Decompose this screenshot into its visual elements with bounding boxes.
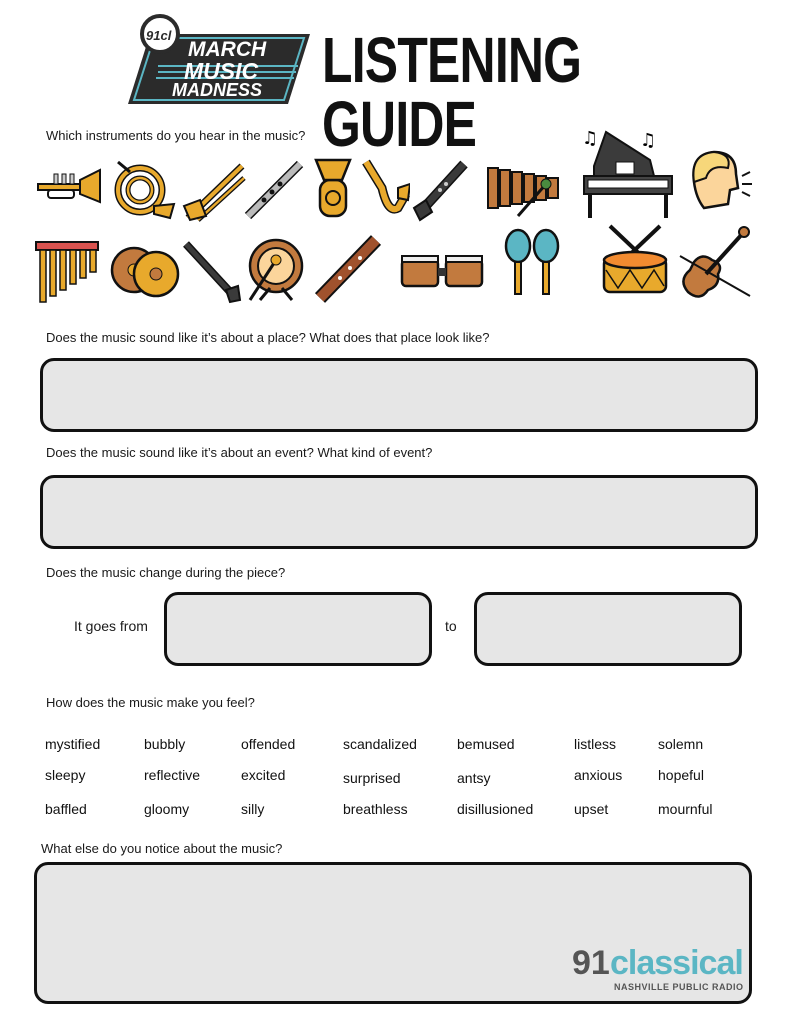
french-horn-icon[interactable] — [110, 156, 176, 220]
place-question: Does the music sound like it’s about a place? What does that place look like? — [46, 330, 490, 345]
feel-word[interactable]: upset — [574, 801, 609, 817]
feel-word[interactable]: silly — [241, 801, 265, 817]
feel-word[interactable]: gloomy — [144, 801, 190, 817]
feel-word[interactable]: hopeful — [658, 767, 704, 783]
logo-tagline: NASHVILLE PUBLIC RADIO — [614, 982, 744, 992]
feel-question: How does the music make you feel? — [46, 695, 255, 710]
feel-word[interactable]: scandalized — [343, 736, 417, 752]
tuba-icon[interactable] — [310, 158, 356, 220]
to-label: to — [445, 618, 457, 634]
feel-word[interactable]: mournful — [658, 801, 713, 817]
91classical-logo — [572, 946, 744, 996]
feel-word[interactable]: antsy — [457, 770, 491, 786]
feel-word[interactable]: excited — [241, 767, 286, 783]
piano-icon[interactable] — [580, 126, 676, 222]
change-from-box[interactable] — [164, 592, 432, 666]
feel-word[interactable]: offended — [241, 736, 296, 752]
svg-text:♫: ♫ — [640, 130, 657, 151]
feel-word[interactable]: breathless — [343, 801, 408, 817]
logo-number: 91 — [572, 944, 610, 982]
goes-from-label: It goes from — [74, 618, 148, 634]
oboe-icon[interactable] — [182, 240, 242, 304]
maracas-icon[interactable] — [500, 226, 564, 298]
cymbals-icon[interactable] — [110, 242, 180, 300]
trombone-icon[interactable] — [180, 160, 250, 222]
voice-icon[interactable] — [684, 148, 754, 214]
instruments-question: Which instruments do you hear in the music? — [46, 128, 306, 143]
trumpet-icon[interactable] — [34, 166, 104, 206]
change-to-box[interactable] — [474, 592, 742, 666]
notice-question: What else do you notice about the music? — [41, 841, 283, 856]
feel-word[interactable]: sleepy — [45, 767, 86, 783]
feel-word[interactable]: solemn — [658, 736, 704, 752]
xylophone-icon[interactable] — [484, 162, 564, 218]
feel-word[interactable]: anxious — [574, 767, 623, 783]
feel-word[interactable]: reflective — [144, 767, 201, 783]
place-answer-box[interactable] — [40, 358, 758, 432]
feel-word[interactable]: bubbly — [144, 736, 186, 752]
chimes-icon[interactable] — [34, 240, 100, 304]
snare-drum-icon[interactable] — [598, 222, 672, 300]
feel-word[interactable]: surprised — [343, 770, 401, 786]
logo-word: classical — [610, 944, 743, 982]
bongos-icon[interactable] — [400, 252, 484, 292]
flute-icon[interactable] — [244, 160, 304, 220]
bassoon-icon[interactable] — [310, 232, 386, 306]
feel-word[interactable]: disillusioned — [457, 801, 534, 817]
page-title: LISTENING GUIDE — [322, 24, 582, 160]
saxophone-icon[interactable] — [360, 158, 410, 220]
violin-icon[interactable] — [676, 222, 752, 300]
feel-word[interactable]: listless — [574, 736, 617, 752]
logo-line-madness: MADNESS — [172, 80, 263, 100]
logo-line-music: MUSIC — [184, 58, 259, 84]
bass-drum-icon[interactable] — [246, 238, 308, 304]
svg-text:♫: ♫ — [582, 128, 599, 149]
feel-word[interactable]: bemused — [457, 736, 515, 752]
change-question: Does the music change during the piece? — [46, 565, 286, 580]
logo-station: 91cl — [146, 28, 172, 43]
march-music-madness-logo — [128, 14, 310, 106]
event-answer-box[interactable] — [40, 475, 758, 549]
event-question: Does the music sound like it’s about an event? What kind of event? — [46, 445, 433, 460]
clarinet-icon[interactable] — [412, 160, 470, 222]
feel-word[interactable]: baffled — [45, 801, 87, 817]
logo-line-march: MARCH — [188, 38, 267, 61]
feel-word[interactable]: mystified — [45, 736, 101, 752]
